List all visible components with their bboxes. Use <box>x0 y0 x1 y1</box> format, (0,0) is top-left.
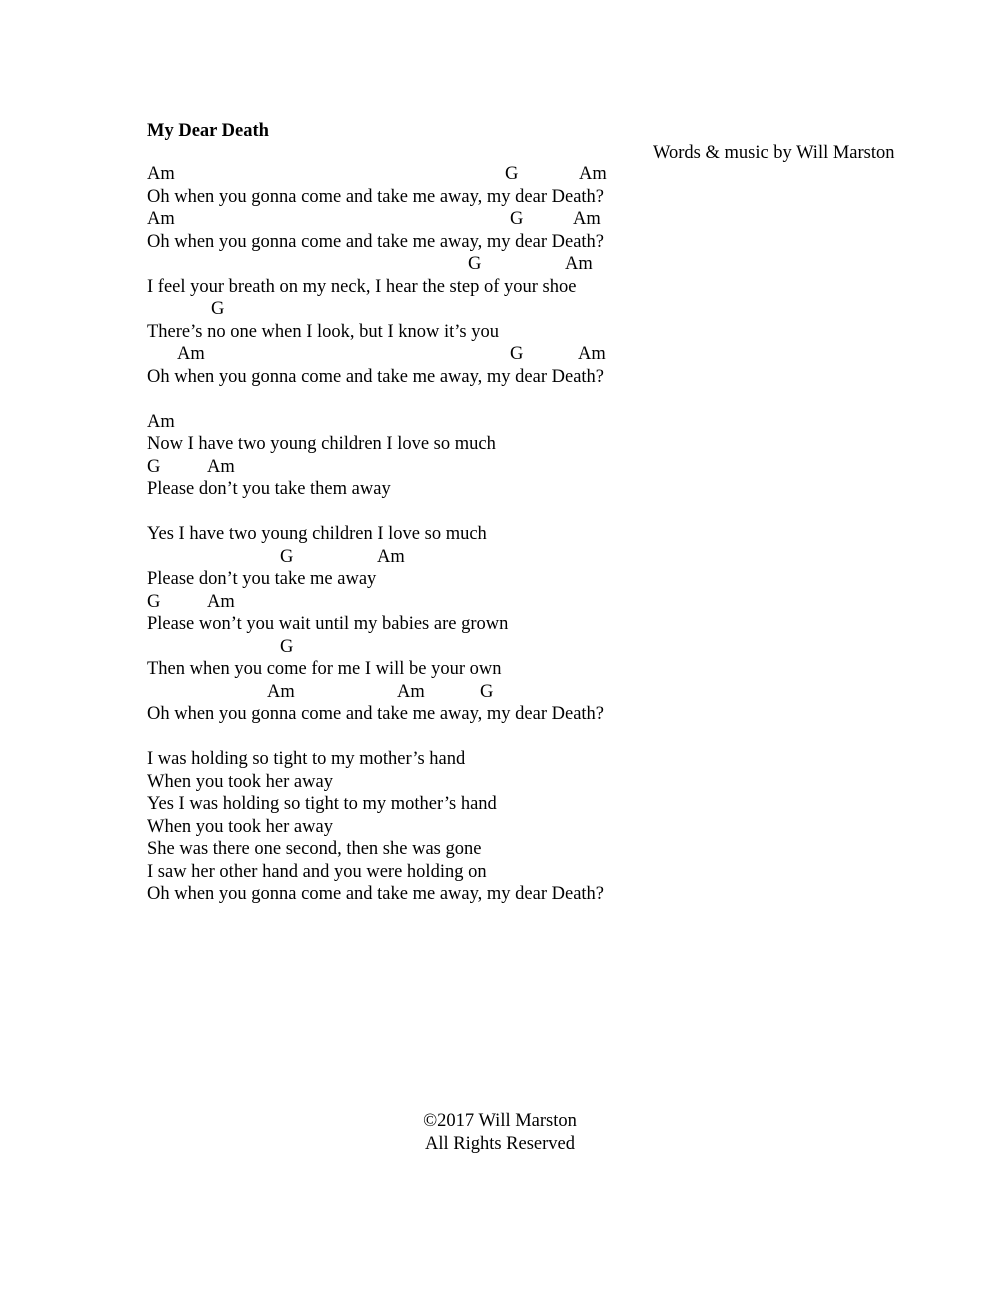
song-title: My Dear Death <box>147 121 269 141</box>
copyright-notice: ©2017 Will Marston <box>423 1111 577 1131</box>
chord-line <box>147 163 847 186</box>
lyric-line: Please won’t you wait until my babies are grown <box>147 614 509 634</box>
lyric-line: When you took her away <box>147 771 333 792</box>
chord-symbol: Am <box>147 411 175 432</box>
chord-line <box>147 298 847 321</box>
lyric-line: Oh when you gonna come and take me away, my dear Death? <box>147 231 605 252</box>
chord-symbol: Am <box>267 681 295 702</box>
footer <box>0 1110 1000 1155</box>
chord-symbol: Am <box>565 254 593 274</box>
chord-symbol: Am <box>578 344 606 364</box>
chord-symbol: G <box>280 546 294 567</box>
blank-line <box>147 388 847 411</box>
song-body <box>147 163 847 906</box>
chord-symbol: Am <box>573 209 601 229</box>
lyric-line: Oh when you gonna come and take me away, my dear Death? <box>147 186 605 207</box>
chord-symbol: Am <box>397 681 425 702</box>
chord-symbol: Am <box>147 164 175 184</box>
chord-symbol: G <box>468 254 482 274</box>
chord-symbol: G <box>147 591 161 612</box>
chord-symbol: Am <box>579 164 607 184</box>
lyric-line: Please don’t you take me away <box>147 569 377 589</box>
chord-symbol: Am <box>377 546 405 567</box>
lyric-line: Oh when you gonna come and take me away, my dear Death? <box>147 366 605 387</box>
chord-symbol: G <box>211 299 225 319</box>
lyric-line: When you took her away <box>147 816 333 837</box>
lyric-line: I saw her other hand and you were holding on <box>147 861 487 882</box>
chord-symbol: Am <box>147 209 175 229</box>
rights-notice: All Rights Reserved <box>424 1133 576 1154</box>
blank-line <box>147 501 847 524</box>
lyric-line: Then when you come for me I will be your own <box>147 659 502 679</box>
chord-line <box>147 411 847 434</box>
chord-line <box>147 591 847 614</box>
chord-symbol: G <box>147 456 161 477</box>
lyric-line: Please don’t you take them away <box>147 479 391 499</box>
chord-line <box>147 253 847 276</box>
song-credit: Words & music by Will Marston <box>653 143 895 163</box>
chord-symbol: G <box>480 681 494 702</box>
chord-symbol: Am <box>177 344 205 364</box>
chord-symbol: Am <box>207 591 235 612</box>
lyric-line: There’s no one when I look, but I know it’s you <box>147 321 499 342</box>
chord-line <box>147 546 847 569</box>
chord-line <box>147 343 847 366</box>
chord-line <box>147 456 847 479</box>
lyric-line: I feel your breath on my neck, I hear the step of your shoe <box>147 276 577 297</box>
chord-symbol: Am <box>207 456 235 477</box>
lyric-line: Oh when you gonna come and take me away, my dear Death? <box>147 704 605 724</box>
lyric-line: Oh when you gonna come and take me away, my dear Death? <box>147 884 605 904</box>
chord-line <box>147 208 847 231</box>
lyric-line: Yes I was holding so tight to my mother’s hand <box>147 794 497 814</box>
chord-symbol: G <box>510 344 524 364</box>
lyric-line: Now I have two young children I love so much <box>147 434 496 454</box>
chord-line <box>147 636 847 659</box>
chord-symbol: G <box>505 164 519 184</box>
chord-symbol: G <box>510 209 524 229</box>
chord-line <box>147 681 847 704</box>
lyric-line: She was there one second, then she was gone <box>147 839 482 859</box>
lyric-line: Yes I have two young children I love so much <box>147 524 487 544</box>
chord-symbol: G <box>280 636 294 657</box>
lyric-line: I was holding so tight to my mother’s hand <box>147 749 466 769</box>
blank-line <box>147 726 847 749</box>
